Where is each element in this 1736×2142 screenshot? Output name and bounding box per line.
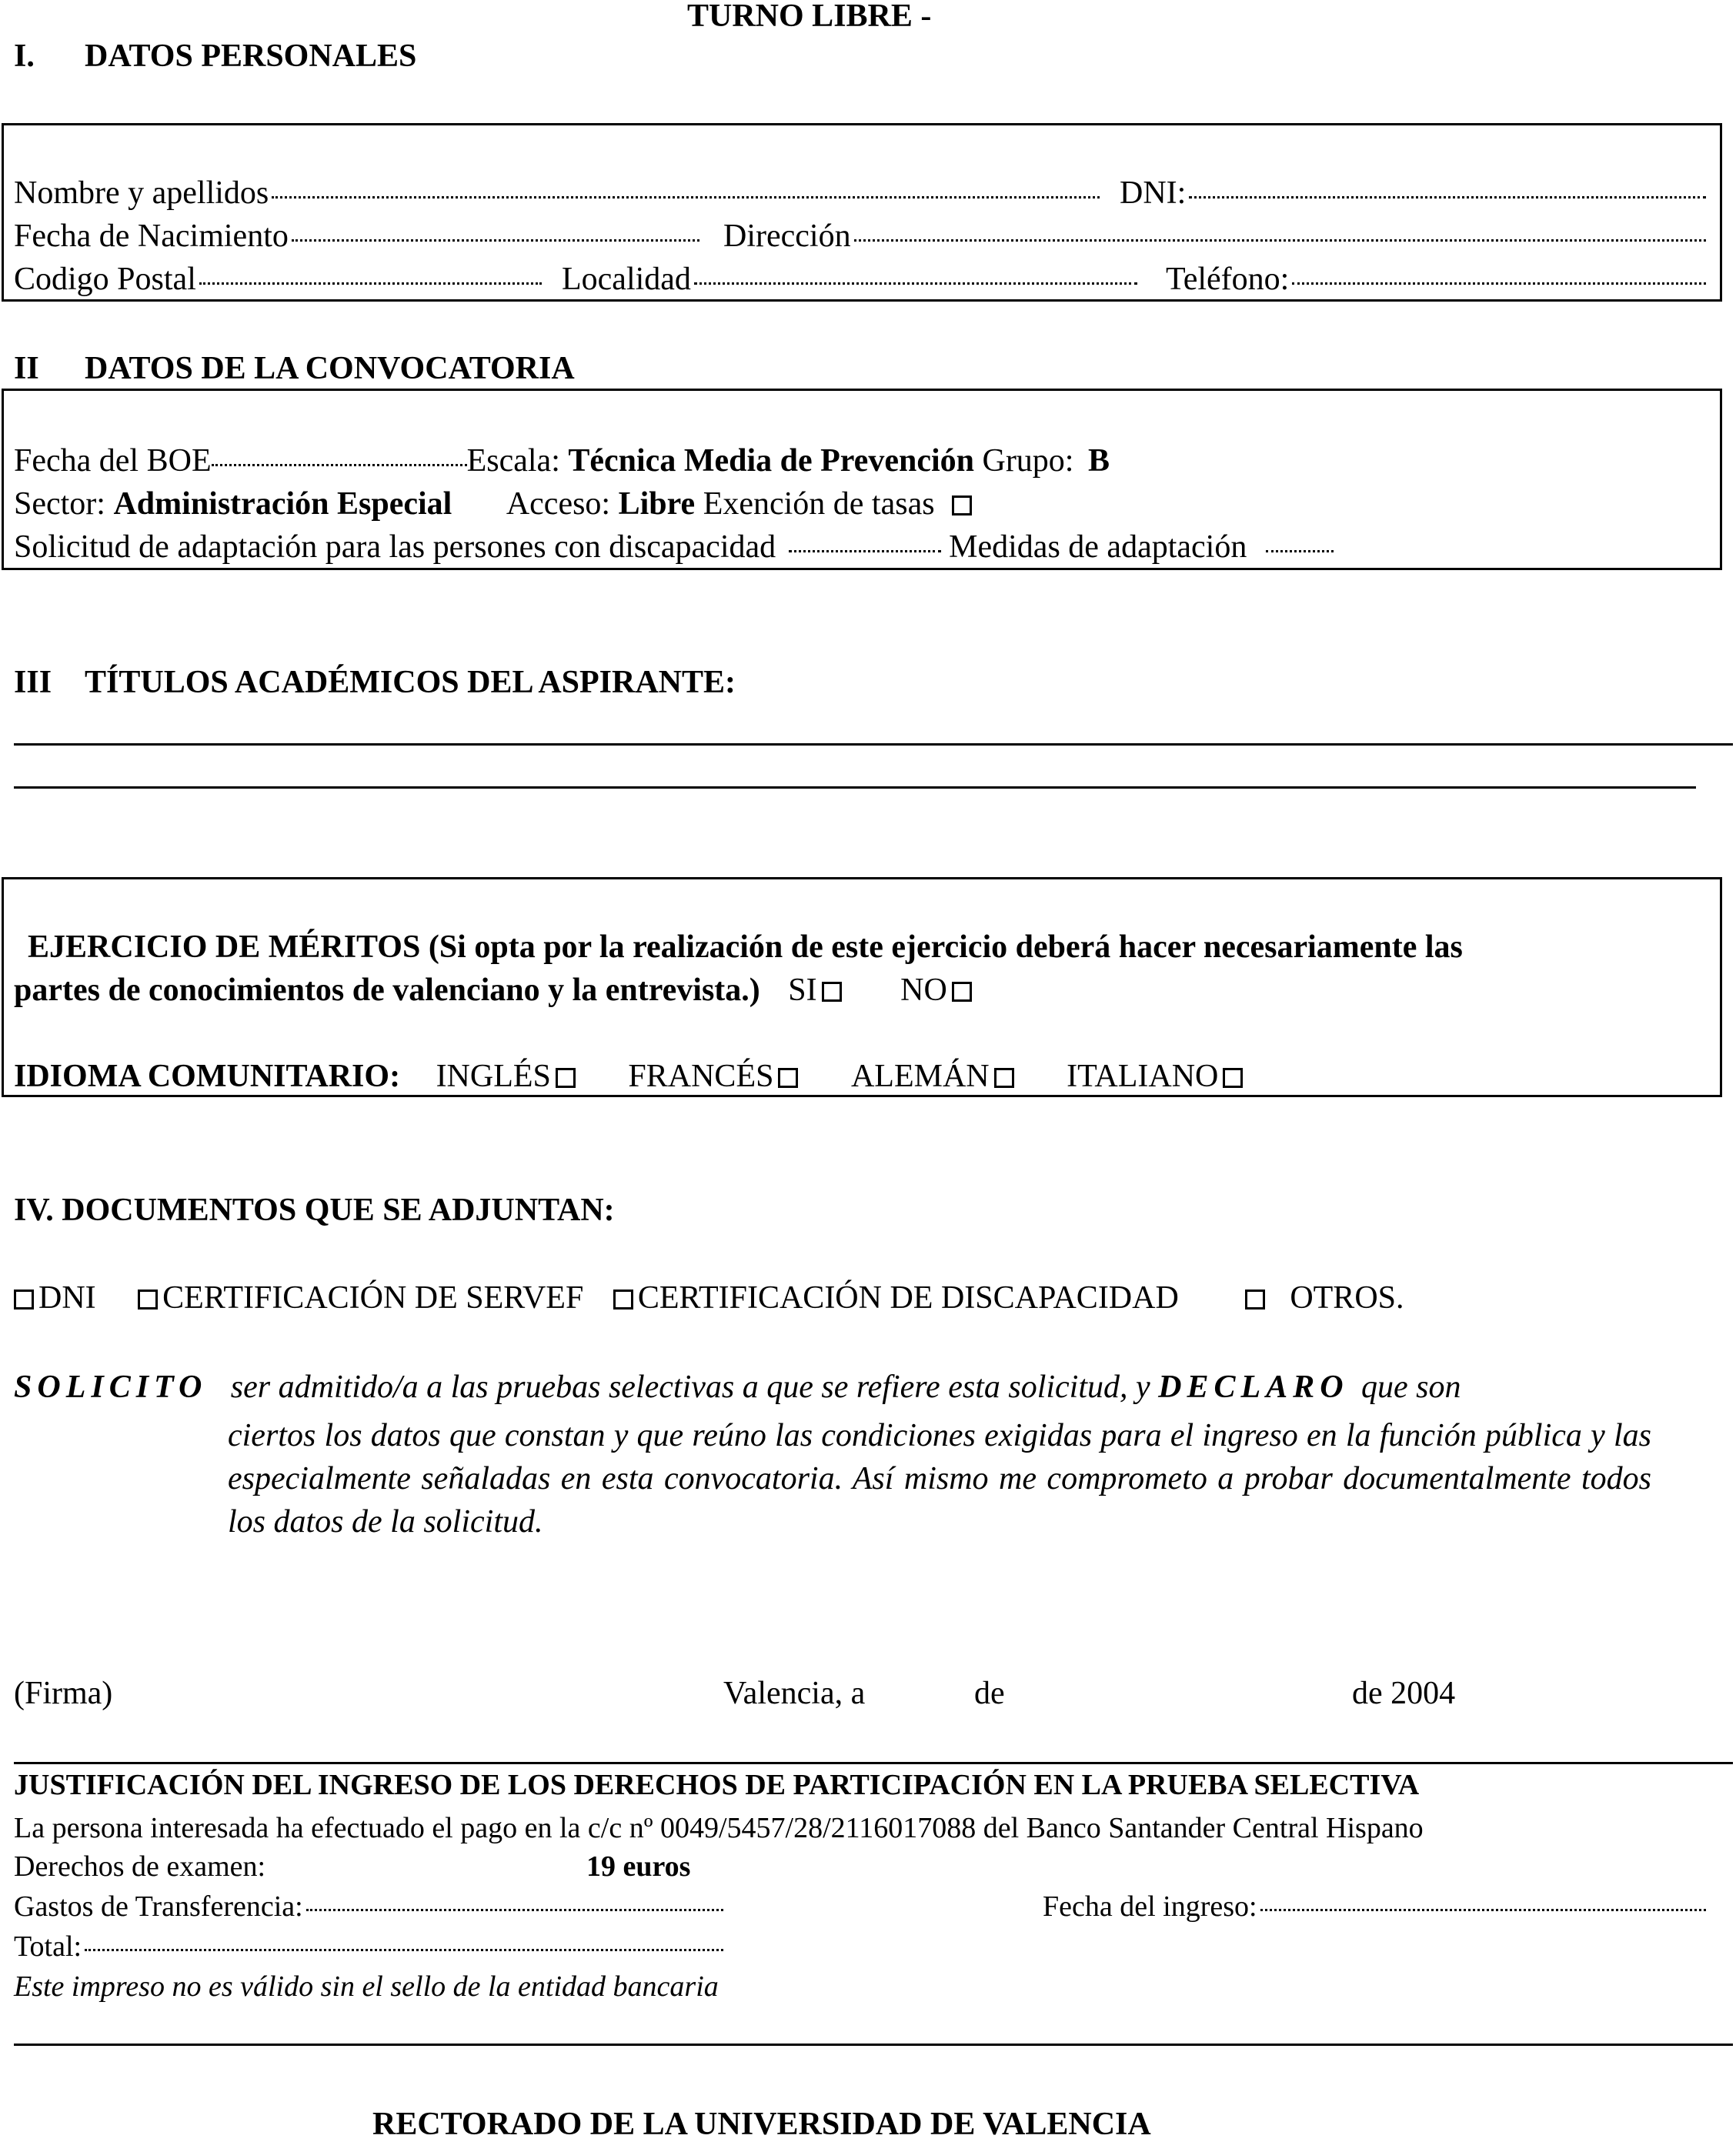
fecha-boe-dots[interactable]: [212, 464, 467, 466]
idioma-aleman-checkbox[interactable]: [994, 1068, 1014, 1088]
firma-label: (Firma): [14, 1676, 113, 1711]
justificacion-bottom-rule: [14, 2044, 1733, 2046]
gastos-label: Gastos de Transferencia:: [14, 1890, 303, 1923]
fecha-ingreso-field[interactable]: [1043, 1890, 1709, 1923]
convocatoria-line2: [14, 488, 976, 520]
doc-servef-checkbox[interactable]: [138, 1290, 158, 1310]
documentos-line: [14, 1282, 1404, 1314]
declaro-word: DECLARO: [1158, 1370, 1349, 1405]
localidad-field[interactable]: [562, 263, 1140, 295]
meritos-line2-text: partes de conocimientos de valenciano y la entrevista.): [14, 973, 760, 1008]
direccion-label: Dirección: [723, 219, 851, 254]
justificacion-pago: La persona interesada ha efectuado el pago en la c/c nº 0049/5457/28/2116017088 del Banco Santander Central Hispano: [14, 1812, 1424, 1844]
justificacion-title: JUSTIFICACIÓN DEL INGRESO DE LOS DERECHOS DE PARTICIPACIÓN EN LA PRUEBA SELECTIVA: [14, 1769, 1420, 1801]
sector-label: Sector:: [14, 486, 105, 522]
escala-value: Técnica Media de Prevención: [568, 443, 974, 479]
acceso-value: Libre: [618, 486, 696, 522]
declaracion-line1: [14, 1371, 1461, 1403]
section4-title: IV. DOCUMENTOS QUE SE ADJUNTAN:: [14, 1193, 615, 1228]
de-label-1: de: [974, 1676, 1005, 1711]
section2-number: II: [14, 351, 39, 386]
idioma-italiano-label: ITALIANO: [1067, 1059, 1219, 1094]
rectorado-footer: RECTORADO DE LA UNIVERSIDAD DE VALENCIA: [372, 2107, 1151, 2142]
dni-label: DNI:: [1120, 175, 1187, 211]
section1-title: DATOS PERSONALES: [85, 38, 417, 74]
fecha-ingreso-label: Fecha del ingreso:: [1043, 1890, 1257, 1923]
total-label: Total:: [14, 1930, 82, 1963]
solicitud-adaptacion-label: Solicitud de adaptación para las persones con discapacidad: [14, 529, 776, 565]
titulos-line-2[interactable]: [14, 786, 1696, 789]
grupo-label: Grupo:: [982, 443, 1074, 479]
fecha-nacimiento-field[interactable]: [14, 220, 703, 252]
convocatoria-line1: [14, 445, 1110, 477]
de-2004-label: de 2004: [1352, 1676, 1456, 1711]
dni-field[interactable]: [1120, 177, 1709, 209]
escala-label: Escala:: [466, 443, 560, 479]
doc-otros-checkbox[interactable]: [1245, 1290, 1265, 1310]
idioma-label: IDIOMA COMUNITARIO:: [14, 1059, 401, 1094]
nombre-label: Nombre y apellidos: [14, 175, 269, 211]
idioma-aleman-label: ALEMÁN: [850, 1059, 990, 1094]
si-label: SI: [788, 973, 817, 1008]
localidad-label: Localidad: [562, 262, 691, 297]
doc-discapacidad-label: CERTIFICACIÓN DE DISCAPACIDAD: [637, 1280, 1179, 1316]
sector-value: Administración Especial: [113, 486, 452, 522]
derechos-value: 19 euros: [586, 1850, 691, 1883]
telefono-field[interactable]: [1166, 263, 1709, 295]
fecha-nacimiento-label: Fecha de Nacimiento: [14, 219, 289, 254]
idioma-frances-label: FRANCÉS: [628, 1059, 774, 1094]
section2-title: DATOS DE LA CONVOCATORIA: [85, 351, 575, 386]
acceso-label: Acceso:: [506, 486, 611, 522]
no-checkbox[interactable]: [952, 982, 972, 1002]
meritos-line2: [14, 974, 976, 1006]
derechos-label: Derechos de examen:: [14, 1850, 266, 1883]
doc-discapacidad-checkbox[interactable]: [613, 1290, 633, 1310]
section3-title: TÍTULOS ACADÉMICOS DEL ASPIRANTE:: [85, 665, 736, 700]
doc-dni-label: DNI: [38, 1280, 96, 1316]
declaracion-continuation: ciertos los datos que constan y que reúno las condiciones exigidas para el ingreso en la función pública y las especialmente señaladas en esta convocatoria. Así mismo me comprometo a probar documentalmente todos los datos de la solicitud.: [228, 1418, 1651, 1540]
idioma-frances-checkbox[interactable]: [778, 1068, 798, 1088]
idioma-ingles-checkbox[interactable]: [556, 1068, 576, 1088]
solicito-word: SOLICITO: [14, 1370, 208, 1405]
doc-servef-label: CERTIFICACIÓN DE SERVEF: [162, 1280, 584, 1316]
declaracion-text1: ser admitido/a a las pruebas selectivas a que se refiere esta solicitud, y: [230, 1370, 1150, 1405]
codigo-postal-field[interactable]: [14, 263, 545, 295]
doc-otros-label: OTROS.: [1290, 1280, 1404, 1316]
valencia-label: Valencia, a: [723, 1676, 866, 1711]
fecha-boe-label: Fecha del BOE: [14, 443, 212, 479]
codigo-postal-label: Codigo Postal: [14, 262, 196, 297]
exencion-label: Exención de tasas: [703, 486, 935, 522]
no-label: NO: [900, 973, 947, 1008]
total-field[interactable]: [14, 1930, 726, 1964]
section1-number: I.: [14, 38, 35, 74]
idioma-ingles-label: INGLÉS: [436, 1059, 551, 1094]
meritos-line1: EJERCICIO DE MÉRITOS (Si opta por la realización de este ejercicio deberá hacer necesariamente las: [28, 929, 1463, 965]
justificacion-top-rule: [14, 1762, 1733, 1764]
titulos-line-1[interactable]: [14, 743, 1733, 746]
gastos-field[interactable]: [14, 1890, 726, 1923]
medidas-adaptacion-dots[interactable]: [1266, 550, 1334, 552]
exencion-checkbox[interactable]: [952, 495, 972, 515]
direccion-field[interactable]: [723, 220, 1709, 252]
si-checkbox[interactable]: [822, 982, 842, 1002]
convocatoria-line3: [14, 531, 1334, 563]
declaracion-text2: que son: [1361, 1370, 1461, 1405]
turno-title: TURNO LIBRE -: [687, 0, 932, 34]
grupo-value: B: [1087, 443, 1110, 479]
doc-dni-checkbox[interactable]: [14, 1290, 34, 1310]
section3-number: III: [14, 665, 52, 700]
telefono-label: Teléfono:: [1166, 262, 1290, 297]
solicitud-adaptacion-dots[interactable]: [789, 550, 941, 552]
justificacion-nota: Este impreso no es válido sin el sello de la entidad bancaria: [14, 1970, 719, 2003]
medidas-adaptacion-label: Medidas de adaptación: [949, 529, 1247, 565]
nombre-field[interactable]: [14, 177, 1103, 209]
idioma-line: [14, 1060, 1247, 1093]
idioma-italiano-checkbox[interactable]: [1223, 1068, 1243, 1088]
